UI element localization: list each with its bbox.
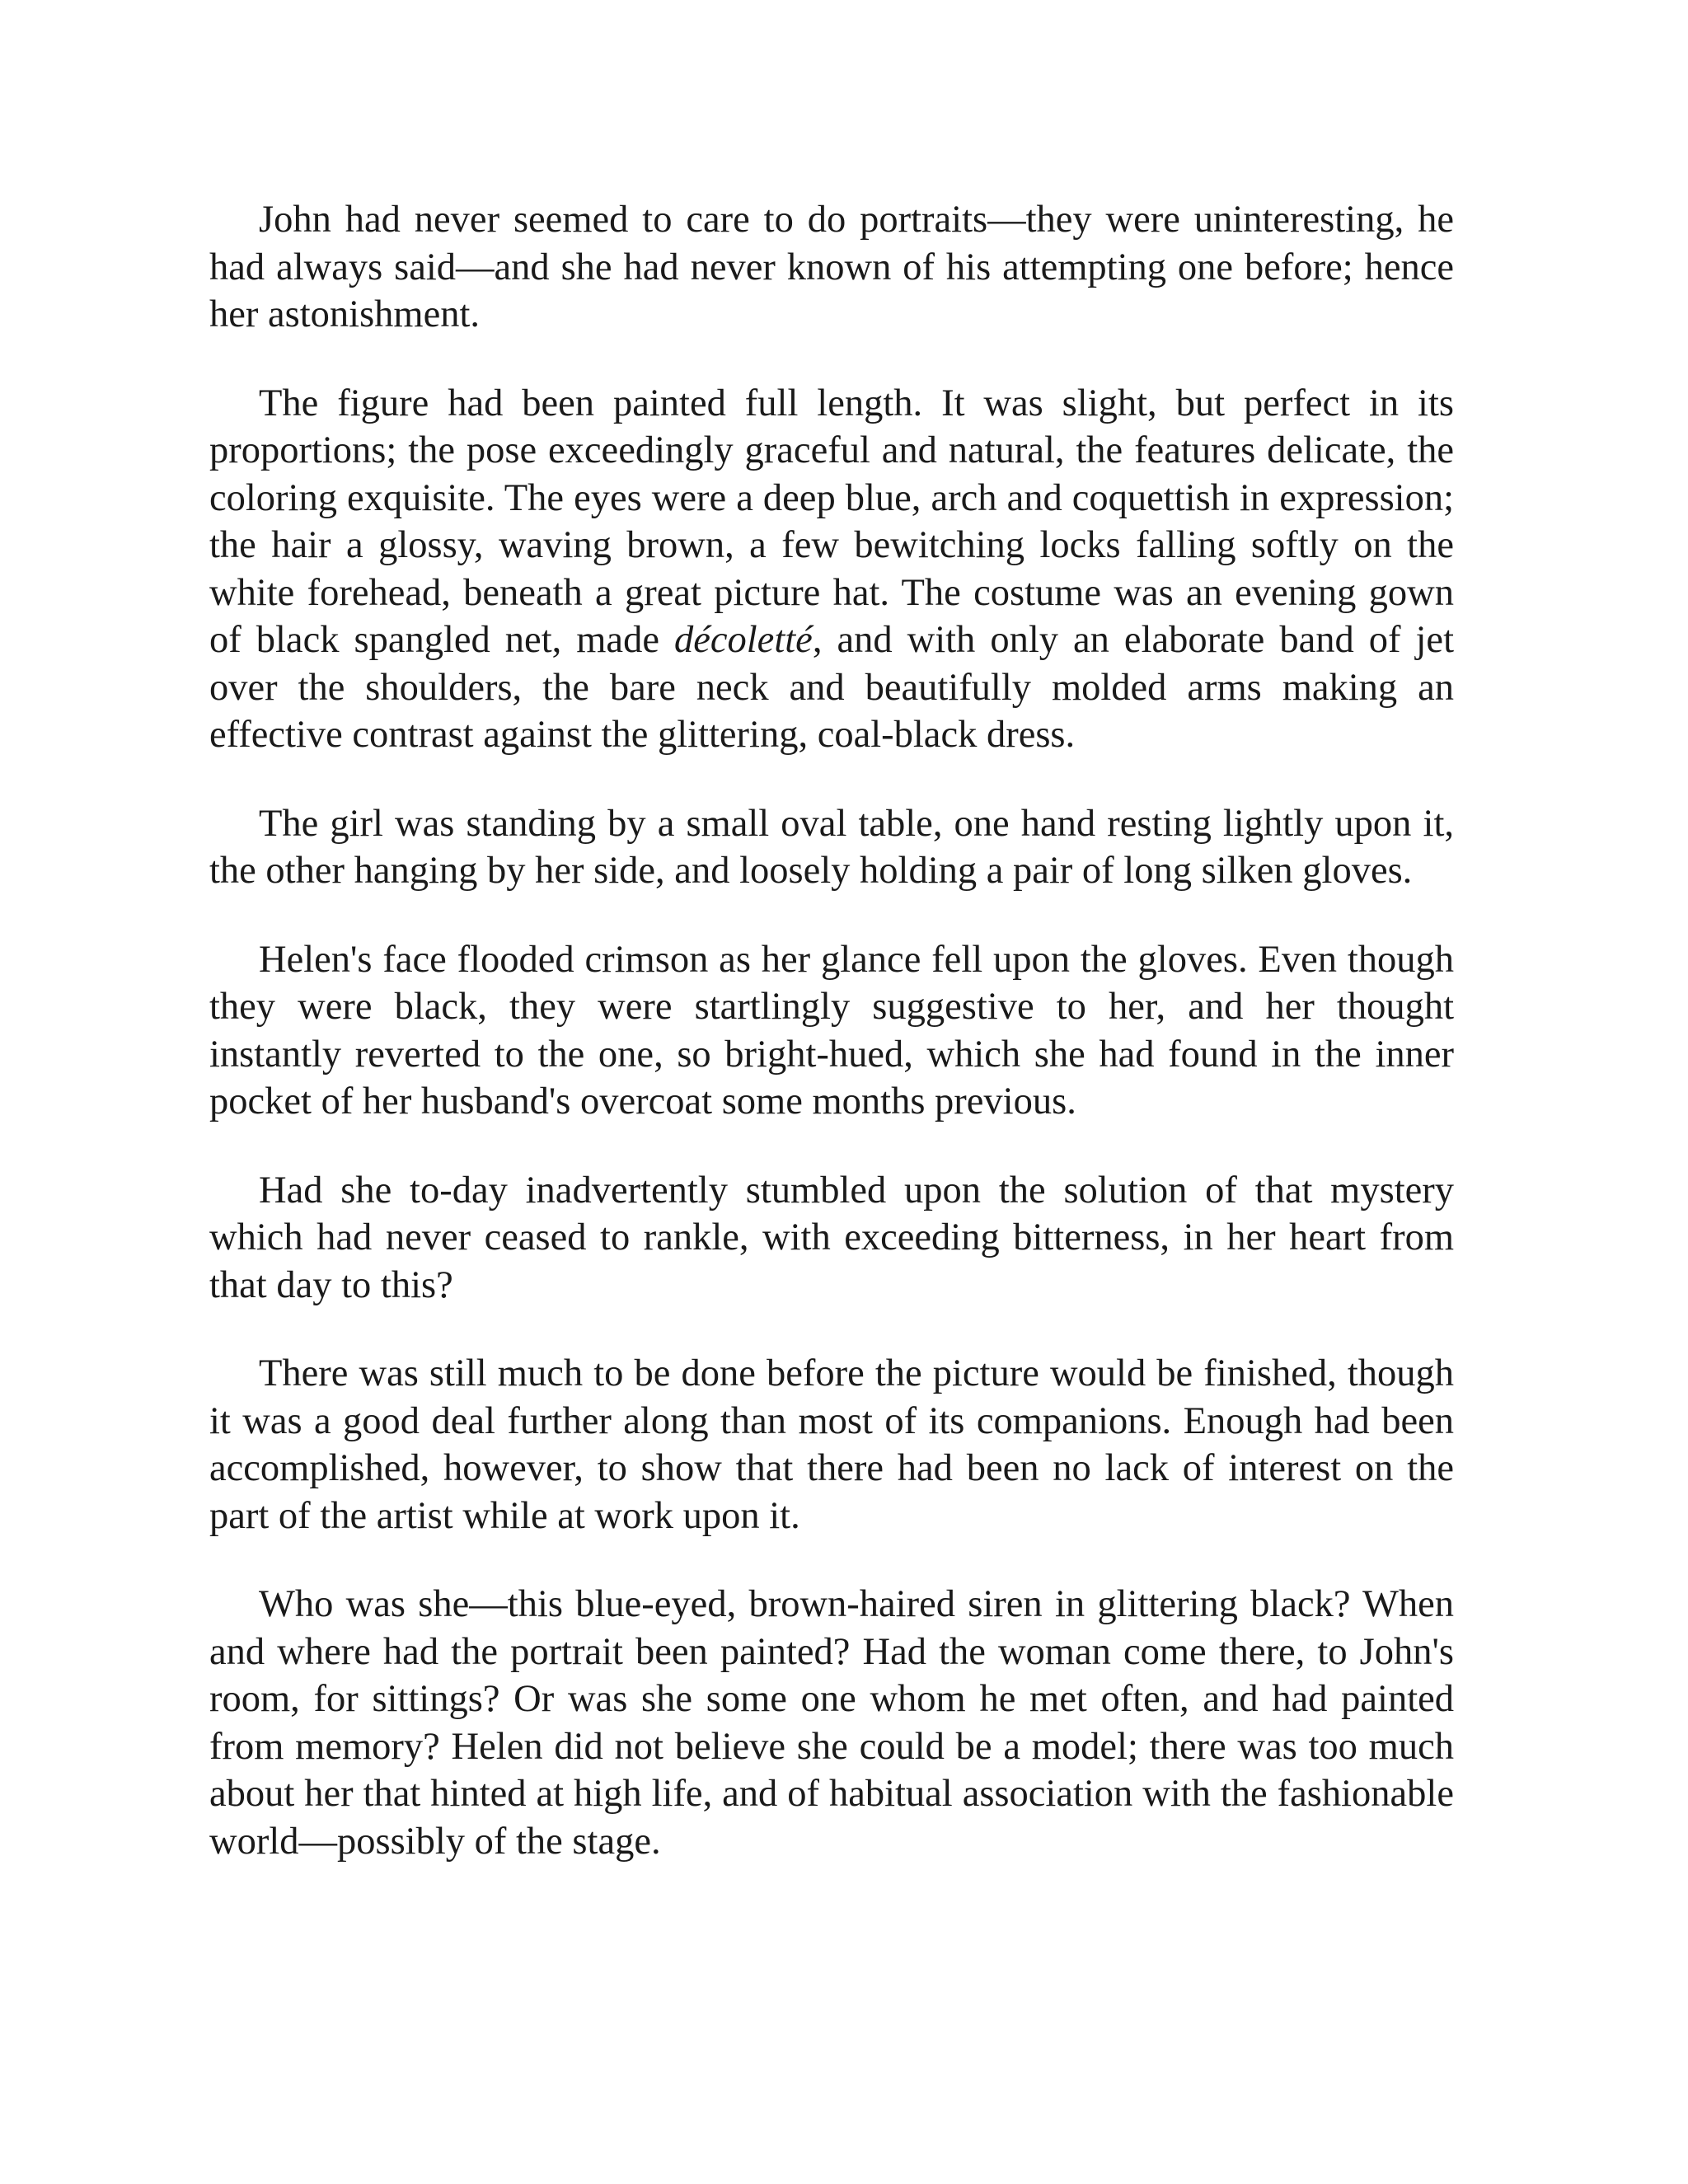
paragraph-2-italic-word: décoletté: [673, 619, 813, 661]
paragraph-2-text-before: The figure had been painted full length. It was slight, but perfect in its proportions; the pose exceedingly graceful and natural, the features delicate, the coloring exquisite. The eyes were a deep blue, arch and coquettish in expression; the hair a glossy, waving brown, a few bewitching locks falling softly on the white forehead, beneath a great picture hat. The costume was an evening gown of black spangled net, made: [209, 382, 1454, 661]
paragraph-1: John had never seemed to care to do portraits—they were uninteresting, he had always said—and she had never known of his attempting one before; hence her astonishment.: [209, 199, 1454, 335]
paragraph-5: Had she to-day inadvertently stumbled upon the solution of that mystery which had never ceased to rankle, with exceeding bitterness, in her heart from that day to this?: [209, 1169, 1454, 1306]
book-page: [209, 196, 1454, 1865]
paragraph-2-text-after: , and with only an elaborate band of jet over the shoulders, the bare neck and beautifully molded arms making an effective contrast against the glittering, coal-black dress.: [209, 619, 1454, 756]
paragraph-6: There was still much to be done before the picture would be finished, though it was a good deal further along than most of its companions. Enough had been accomplished, however, to show that there had been no lack of interest on the part of the artist while at work upon it.: [209, 1352, 1454, 1537]
paragraph-3: The girl was standing by a small oval table, one hand resting lightly upon it, the other hanging by her side, and loosely holding a pair of long silken gloves.: [209, 802, 1454, 892]
paragraph-4: Helen's face flooded crimson as her glance fell upon the gloves. Even though they were black, they were startlingly suggestive to her, and her thought instantly reverted to the one, so bright-hued, which she had found in the inner pocket of her husband's overcoat some months previous.: [209, 938, 1454, 1122]
paragraph-7: Who was she—this blue-eyed, brown-haired siren in glittering black? When and where had the portrait been painted? Had the woman come there, to John's room, for sittings? Or was she some one whom he met often, and had painted from memory? Helen did not believe she could be a model; there was too much about her that hinted at high life, and of habitual association with the fashionable world—possibly of the stage.: [209, 1583, 1454, 1863]
paragraph-2: [209, 380, 1454, 759]
